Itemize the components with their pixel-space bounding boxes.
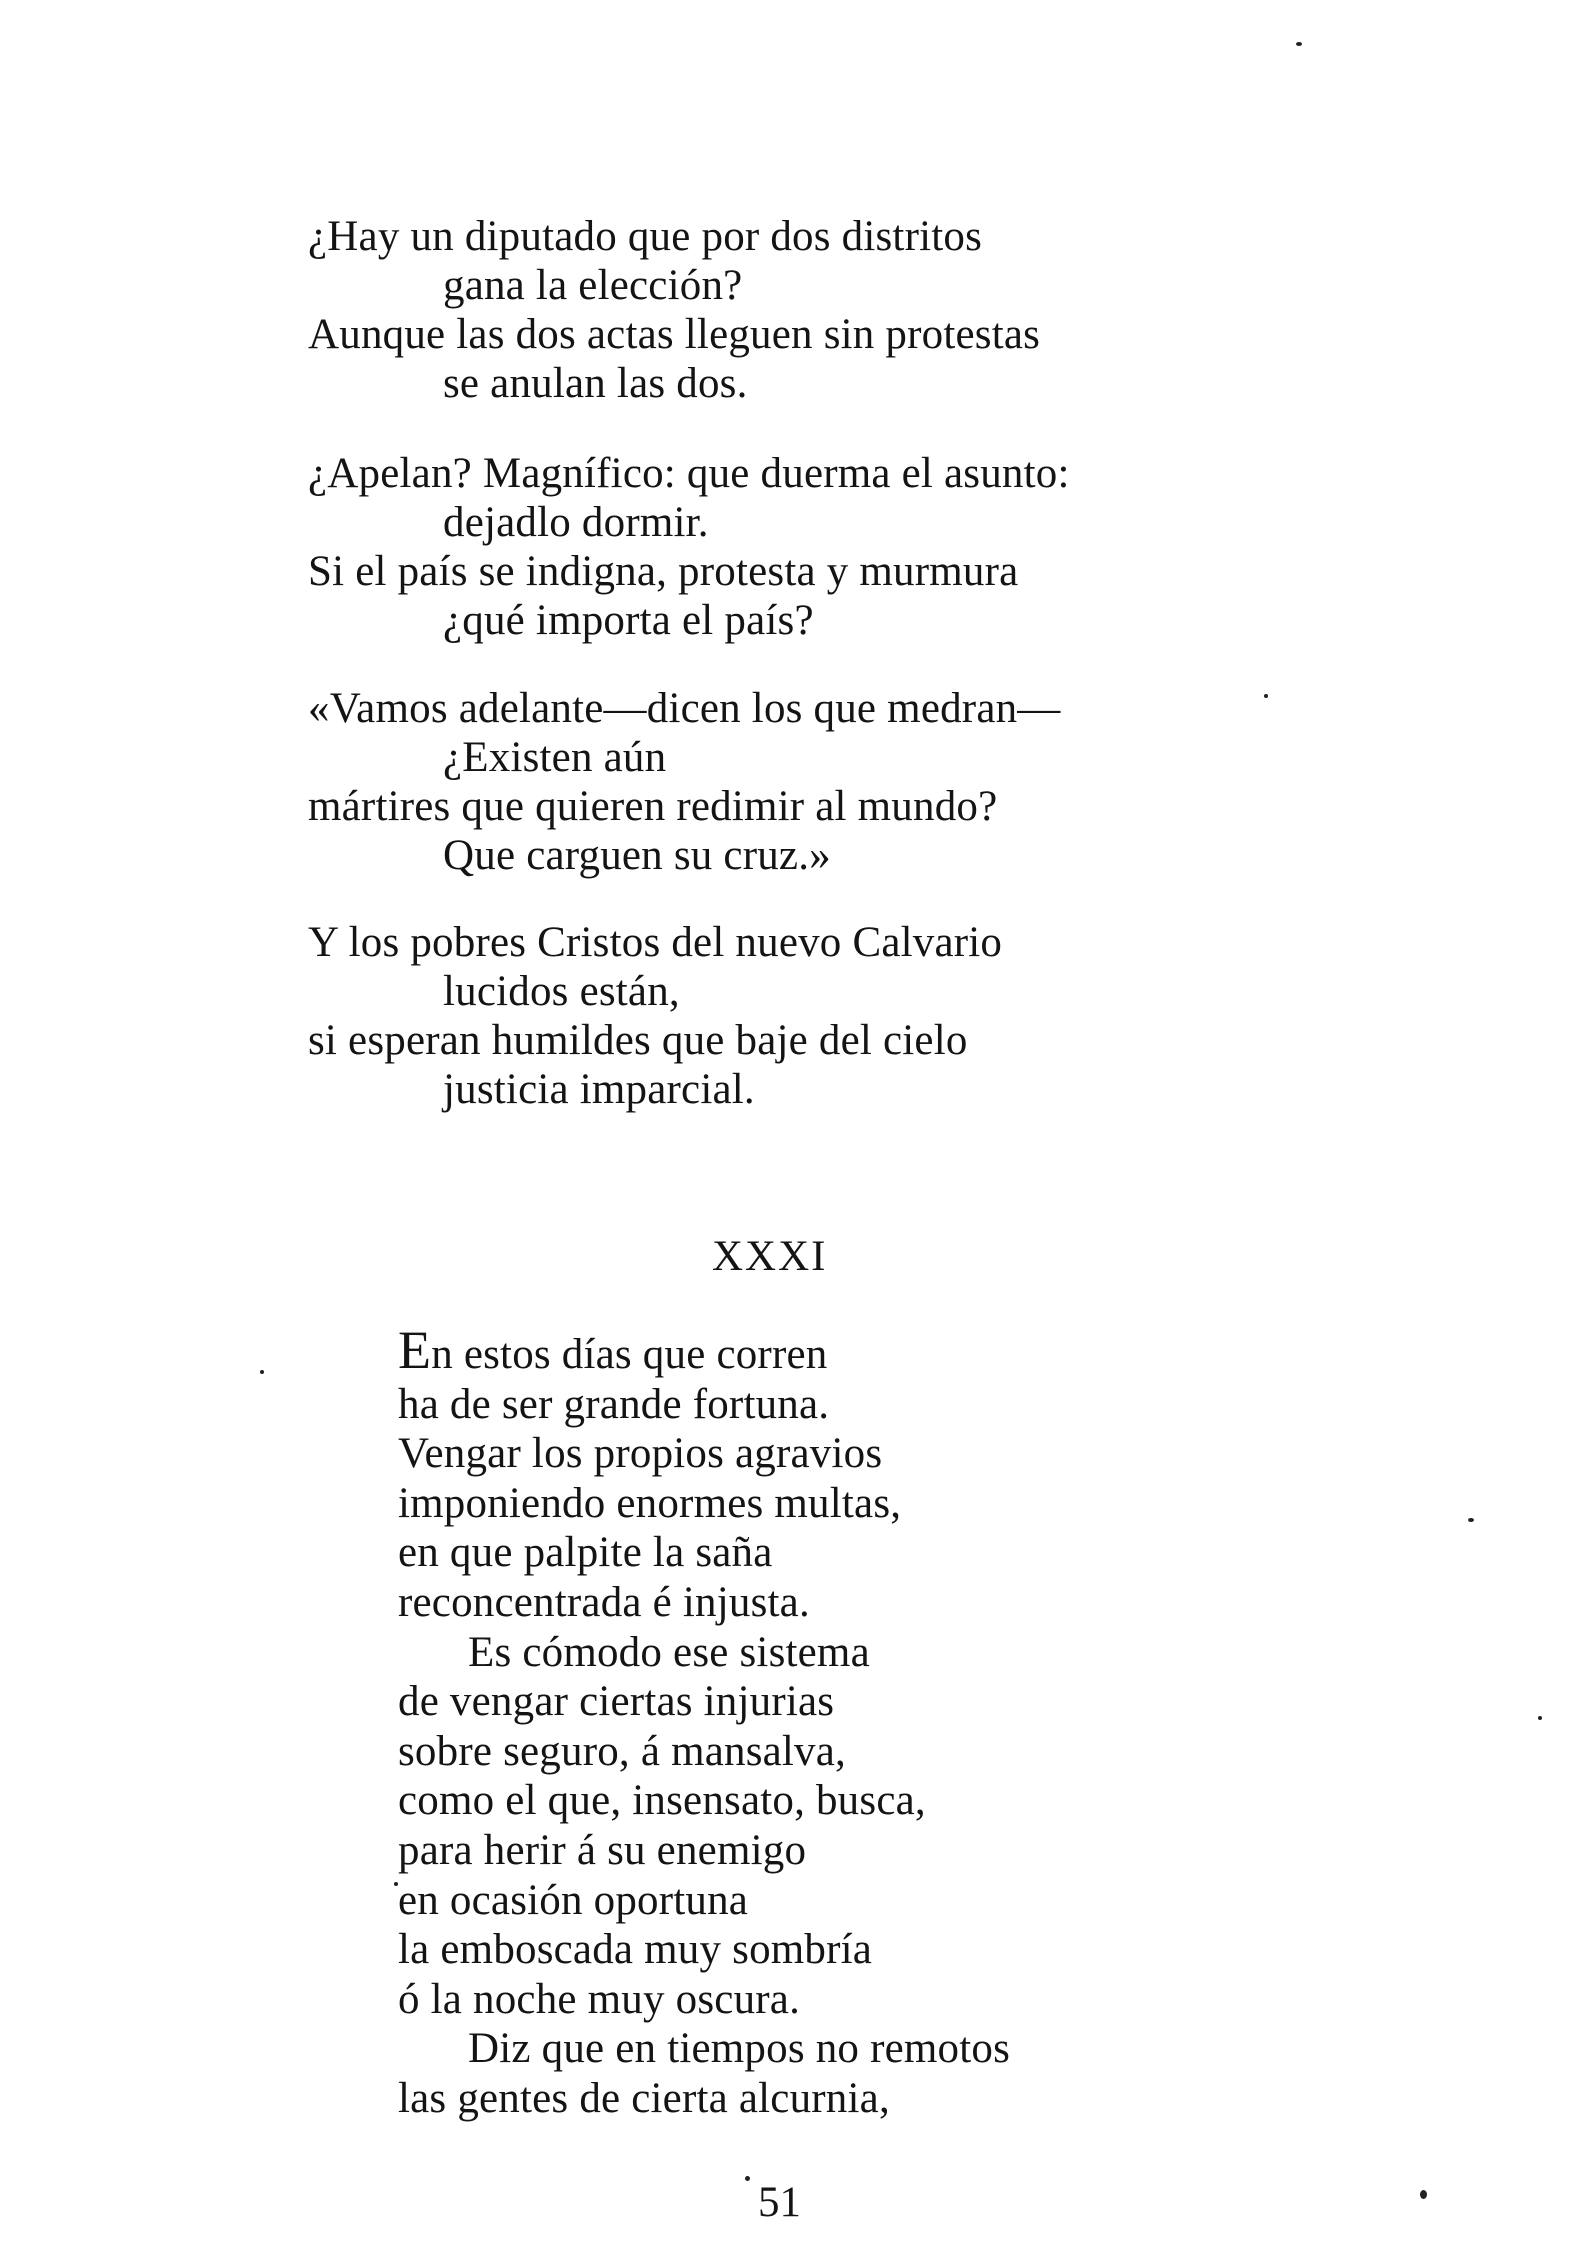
verse-line: Vengar los propios agravios bbox=[398, 1430, 883, 1478]
verse-line-first bbox=[398, 1320, 1298, 1380]
verse-line: «Vamos adelante—dicen los que medran— bbox=[308, 685, 1061, 732]
scan-speck bbox=[1296, 42, 1302, 46]
scan-speck bbox=[260, 1370, 264, 1374]
verse-line: Que carguen su cruz.» bbox=[443, 832, 831, 879]
poem-xxxi bbox=[398, 1320, 1298, 2124]
stanza-3 bbox=[308, 684, 1308, 880]
verse-line: ha de ser grande fortuna. bbox=[398, 1380, 830, 1428]
verse-line: ¿qué importa el país? bbox=[443, 597, 814, 644]
scan-speck bbox=[394, 1882, 398, 1886]
page-number: 51 bbox=[758, 2179, 801, 2226]
verse-line: de vengar ciertas injurias bbox=[398, 1678, 835, 1726]
verse-line: Diz que en tiempos no remotos bbox=[468, 2025, 1010, 2073]
verse-line: justicia imparcial. bbox=[443, 1066, 755, 1113]
stanza-2 bbox=[308, 449, 1308, 645]
verse-line: en que palpite la saña bbox=[398, 1529, 773, 1577]
verse-line: Es cómodo ese sistema bbox=[468, 1628, 870, 1676]
verse-line: mártires que quieren redimir al mundo? bbox=[308, 783, 998, 830]
verse-line: sobre seguro, á mansalva, bbox=[398, 1727, 846, 1775]
scan-speck bbox=[745, 2176, 750, 2181]
verse-line: se anulan las dos. bbox=[443, 360, 748, 407]
verse-line: en ocasión oportuna bbox=[398, 1876, 749, 1924]
scan-speck bbox=[1264, 694, 1268, 698]
first-line-text: n estos días que corren bbox=[431, 1331, 828, 1378]
verse-line: si esperan humildes que baje del cielo bbox=[308, 1017, 968, 1064]
verse-line: Aunque las dos actas lleguen sin protestas bbox=[308, 311, 1041, 358]
verse-line: como el que, insensato, busca, bbox=[398, 1777, 926, 1825]
verse-line: gana la elección? bbox=[443, 262, 743, 309]
verse-line: ¿Apelan? Magnífico: que duerma el asunto: bbox=[308, 450, 1070, 497]
drop-letter: E bbox=[398, 1320, 432, 1380]
verse-line: Y los pobres Cristos del nuevo Calvario bbox=[308, 919, 1003, 966]
verse-line: reconcentrada é injusta. bbox=[398, 1578, 810, 1626]
verse-line: ó la noche muy oscura. bbox=[398, 1975, 801, 2023]
verse-line: lucidos están, bbox=[443, 968, 680, 1015]
stanza-4 bbox=[308, 918, 1308, 1114]
verse-line: para herir á su enemigo bbox=[398, 1826, 807, 1874]
verse-line: Si el país se indigna, protesta y murmura bbox=[308, 548, 1019, 595]
verse-line: imponiendo enormes multas, bbox=[398, 1479, 902, 1527]
verse-line: las gentes de cierta alcurnia, bbox=[398, 2074, 890, 2122]
section-numeral: XXXI bbox=[712, 1233, 828, 1280]
scan-speck bbox=[1468, 1518, 1474, 1522]
scan-speck bbox=[1538, 1716, 1542, 1720]
stanza-1 bbox=[308, 212, 1308, 408]
verse-line: dejadlo dormir. bbox=[443, 499, 709, 546]
poem-xxxi-lines bbox=[398, 1380, 1298, 2124]
verse-line: la emboscada muy sombría bbox=[398, 1926, 873, 1974]
verse-line: ¿Hay un diputado que por dos distritos bbox=[308, 213, 983, 260]
verse-line: ¿Existen aún bbox=[443, 734, 667, 781]
scan-speck bbox=[1420, 2190, 1427, 2199]
